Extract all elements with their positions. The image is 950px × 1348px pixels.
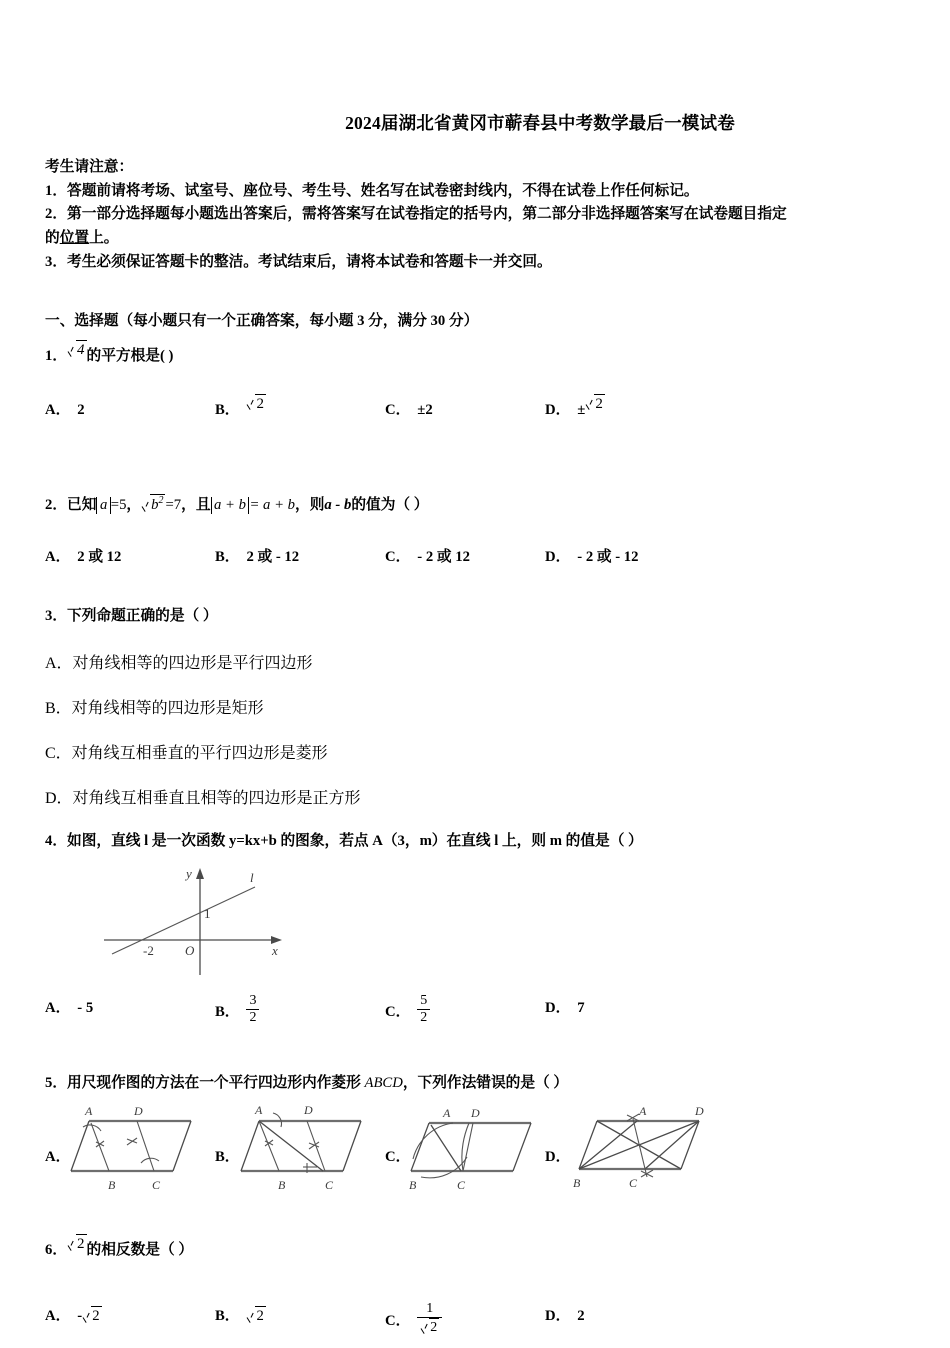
notice-item-2-first-line: 2．第一部分选择题每小题选出答案后，需将答案写在试卷指定的括号内，第二部分非选择题答案写在试卷题目指定 bbox=[45, 206, 787, 223]
question-5-number: 5． bbox=[45, 1075, 68, 1092]
sqrt-icon: 4 bbox=[67, 339, 87, 362]
question-2-stem: 2．已知 a =5， $b^2 =7$，且 a + b = a + b，则a - b的值为（ ） bbox=[45, 494, 905, 517]
notice-item-2-suffix: 上。 bbox=[89, 230, 119, 247]
question-5-stem: 5．用尺现作图的方法在一个平行四边形内作菱形 ABCD，下列作法错误的是（ ） bbox=[45, 1075, 569, 1092]
option-4-a[interactable]: A． - 5 bbox=[45, 1000, 94, 1017]
notice-item-2 bbox=[45, 203, 905, 251]
svg-text:A: A bbox=[443, 1106, 451, 1121]
svg-text:C: C bbox=[152, 1178, 161, 1193]
absolute-value-a-plus-b: a + b bbox=[211, 497, 250, 514]
question-4-number: 4． bbox=[45, 832, 68, 849]
notice-item-3: 3．考生必须保证答题卡的整洁。考试结束后，请将本试卷和答题卡一并交回。 bbox=[45, 254, 552, 270]
question-3 bbox=[45, 605, 905, 628]
question-6-stem bbox=[45, 1236, 905, 1262]
notice-item-2-second-line bbox=[45, 227, 905, 251]
svg-text:D: D bbox=[134, 1104, 143, 1119]
question-5 bbox=[45, 1072, 905, 1095]
question-2-options bbox=[45, 545, 905, 573]
sqrt-icon: 2 bbox=[246, 394, 266, 414]
option-1-b[interactable]: B． 2 bbox=[215, 396, 264, 419]
question-5-figures: A． A B C D B． A B C D C． A B C D D． A B C D bbox=[45, 1101, 905, 1209]
svg-text:A: A bbox=[85, 1104, 93, 1119]
option-6-d[interactable]: D． 2 bbox=[545, 1308, 585, 1325]
notice-item-1: 1．答题前请将考场、试室号、座位号、考生号、姓名写在试卷密封线内，不得在试卷上作任何标记。 bbox=[45, 182, 699, 199]
svg-text:C: C bbox=[629, 1176, 638, 1191]
svg-text:B: B bbox=[409, 1178, 417, 1193]
option-1-d[interactable]: D． ± 2 bbox=[545, 396, 603, 419]
parallelogram-figure-c bbox=[407, 1101, 537, 1193]
svg-text:B: B bbox=[278, 1178, 286, 1193]
question-6 bbox=[45, 1236, 905, 1262]
fraction-denominator bbox=[417, 1317, 442, 1337]
question-1-number: 1． bbox=[45, 347, 68, 364]
svg-text:B: B bbox=[573, 1176, 581, 1191]
sqrt-icon: 2 bbox=[246, 1306, 265, 1325]
parallelogram-figure-b bbox=[237, 1101, 367, 1193]
x-intercept-label: -2 bbox=[143, 943, 154, 959]
fraction: $\frac{3}{2}$ bbox=[246, 993, 259, 1025]
sqrt-icon: 2 bbox=[82, 1306, 101, 1325]
option-4-c[interactable]: C． $\frac{5}{2}$ bbox=[385, 996, 430, 1028]
question-2 bbox=[45, 494, 905, 517]
question-4-options bbox=[45, 993, 905, 1040]
svg-text:C: C bbox=[457, 1178, 466, 1193]
fraction: $\frac{1}{2}$ bbox=[417, 1301, 442, 1336]
question-2-number: 2． bbox=[45, 497, 68, 514]
svg-text:A: A bbox=[255, 1103, 263, 1118]
question-4-stem: 4．如图，直线 l 是一次函数 y=kx+b 的图象，若点 A（3，m）在直线 l 上，则 m 的值是（ ） bbox=[45, 832, 643, 849]
option-3-b[interactable]: B．对角线相等的四边形是矩形 bbox=[45, 699, 264, 717]
question-1-stem bbox=[45, 341, 905, 368]
svg-text:C: C bbox=[325, 1178, 334, 1193]
question-6-stem-tail: 的相反数是（ ） bbox=[86, 1242, 194, 1259]
sqrt-icon: 2 bbox=[67, 1233, 87, 1256]
sqrt-icon: $b^2$ bbox=[141, 494, 165, 517]
option-6-c[interactable]: C． $\frac{1}{2}$ bbox=[385, 1304, 442, 1339]
option-1-c[interactable]: C． ±2 bbox=[385, 402, 433, 419]
notice-item-2-underlined: 位置 bbox=[59, 230, 90, 247]
question-4-figure-linear-graph bbox=[100, 860, 300, 978]
axis-y-label: y bbox=[186, 866, 192, 882]
option-3-c[interactable]: C．对角线互相垂直的平行四边形是菱形 bbox=[45, 744, 328, 762]
parallelogram-figure-d bbox=[567, 1101, 707, 1193]
question-1-stem-tail: 的平方根是( ) bbox=[86, 347, 174, 364]
svg-text:D: D bbox=[695, 1104, 704, 1119]
svg-text:D: D bbox=[471, 1106, 480, 1121]
origin-label: O bbox=[185, 943, 195, 959]
parallelogram-figure-a bbox=[67, 1101, 197, 1193]
notice-heading: 考生请注意： bbox=[45, 158, 134, 175]
axis-x-label: x bbox=[272, 943, 278, 959]
svg-text:D: D bbox=[304, 1103, 313, 1118]
line-label: l bbox=[250, 870, 254, 886]
page-content bbox=[45, 0, 905, 1348]
question-3-options bbox=[45, 650, 905, 808]
option-1-a[interactable]: A． 2 bbox=[45, 402, 85, 419]
absolute-value-a: a bbox=[96, 497, 110, 514]
question-6-options bbox=[45, 1301, 905, 1348]
option-2-d[interactable]: D． - 2 或 - 12 bbox=[545, 548, 639, 565]
option-3-d[interactable]: D．对角线互相垂直且相等的四边形是正方形 bbox=[45, 789, 361, 807]
notice-block bbox=[45, 156, 905, 275]
svg-text:B: B bbox=[108, 1178, 116, 1193]
question-1-options bbox=[45, 398, 905, 442]
option-4-d[interactable]: D． 7 bbox=[545, 1000, 585, 1017]
svg-text:A: A bbox=[639, 1104, 647, 1119]
question-3-stem: 3．下列命题正确的是（ ） bbox=[45, 607, 218, 624]
sqrt-icon: 2 bbox=[420, 1318, 439, 1337]
section-heading: 一、选择题（每小题只有一个正确答案，每小题 3 分，满分 30 分） bbox=[45, 312, 479, 329]
question-4 bbox=[45, 830, 905, 853]
y-intercept-label: 1 bbox=[204, 906, 211, 922]
option-6-a[interactable]: A． - 2 bbox=[45, 1308, 100, 1325]
option-6-b[interactable]: B． 2 bbox=[215, 1308, 264, 1325]
question-6-number: 6． bbox=[45, 1242, 68, 1259]
option-2-a[interactable]: A． 2 或 12 bbox=[45, 548, 122, 565]
fraction: $\frac{5}{2}$ bbox=[417, 993, 430, 1025]
option-2-c[interactable]: C． - 2 或 12 bbox=[385, 548, 470, 565]
sqrt-icon: 2 bbox=[585, 394, 605, 414]
option-2-b[interactable]: B． 2 或 - 12 bbox=[215, 548, 300, 565]
option-4-b[interactable]: B． $\frac{3}{2}$ bbox=[215, 996, 259, 1028]
page-title: 2024届湖北省黄冈市蕲春县中考数学最后一模试卷 bbox=[345, 113, 735, 133]
question-1 bbox=[45, 341, 905, 368]
question-3-number: 3． bbox=[45, 607, 68, 624]
notice-item-2-prefix: 的 bbox=[45, 230, 60, 247]
option-3-a[interactable]: A．对角线相等的四边形是平行四边形 bbox=[45, 654, 313, 672]
